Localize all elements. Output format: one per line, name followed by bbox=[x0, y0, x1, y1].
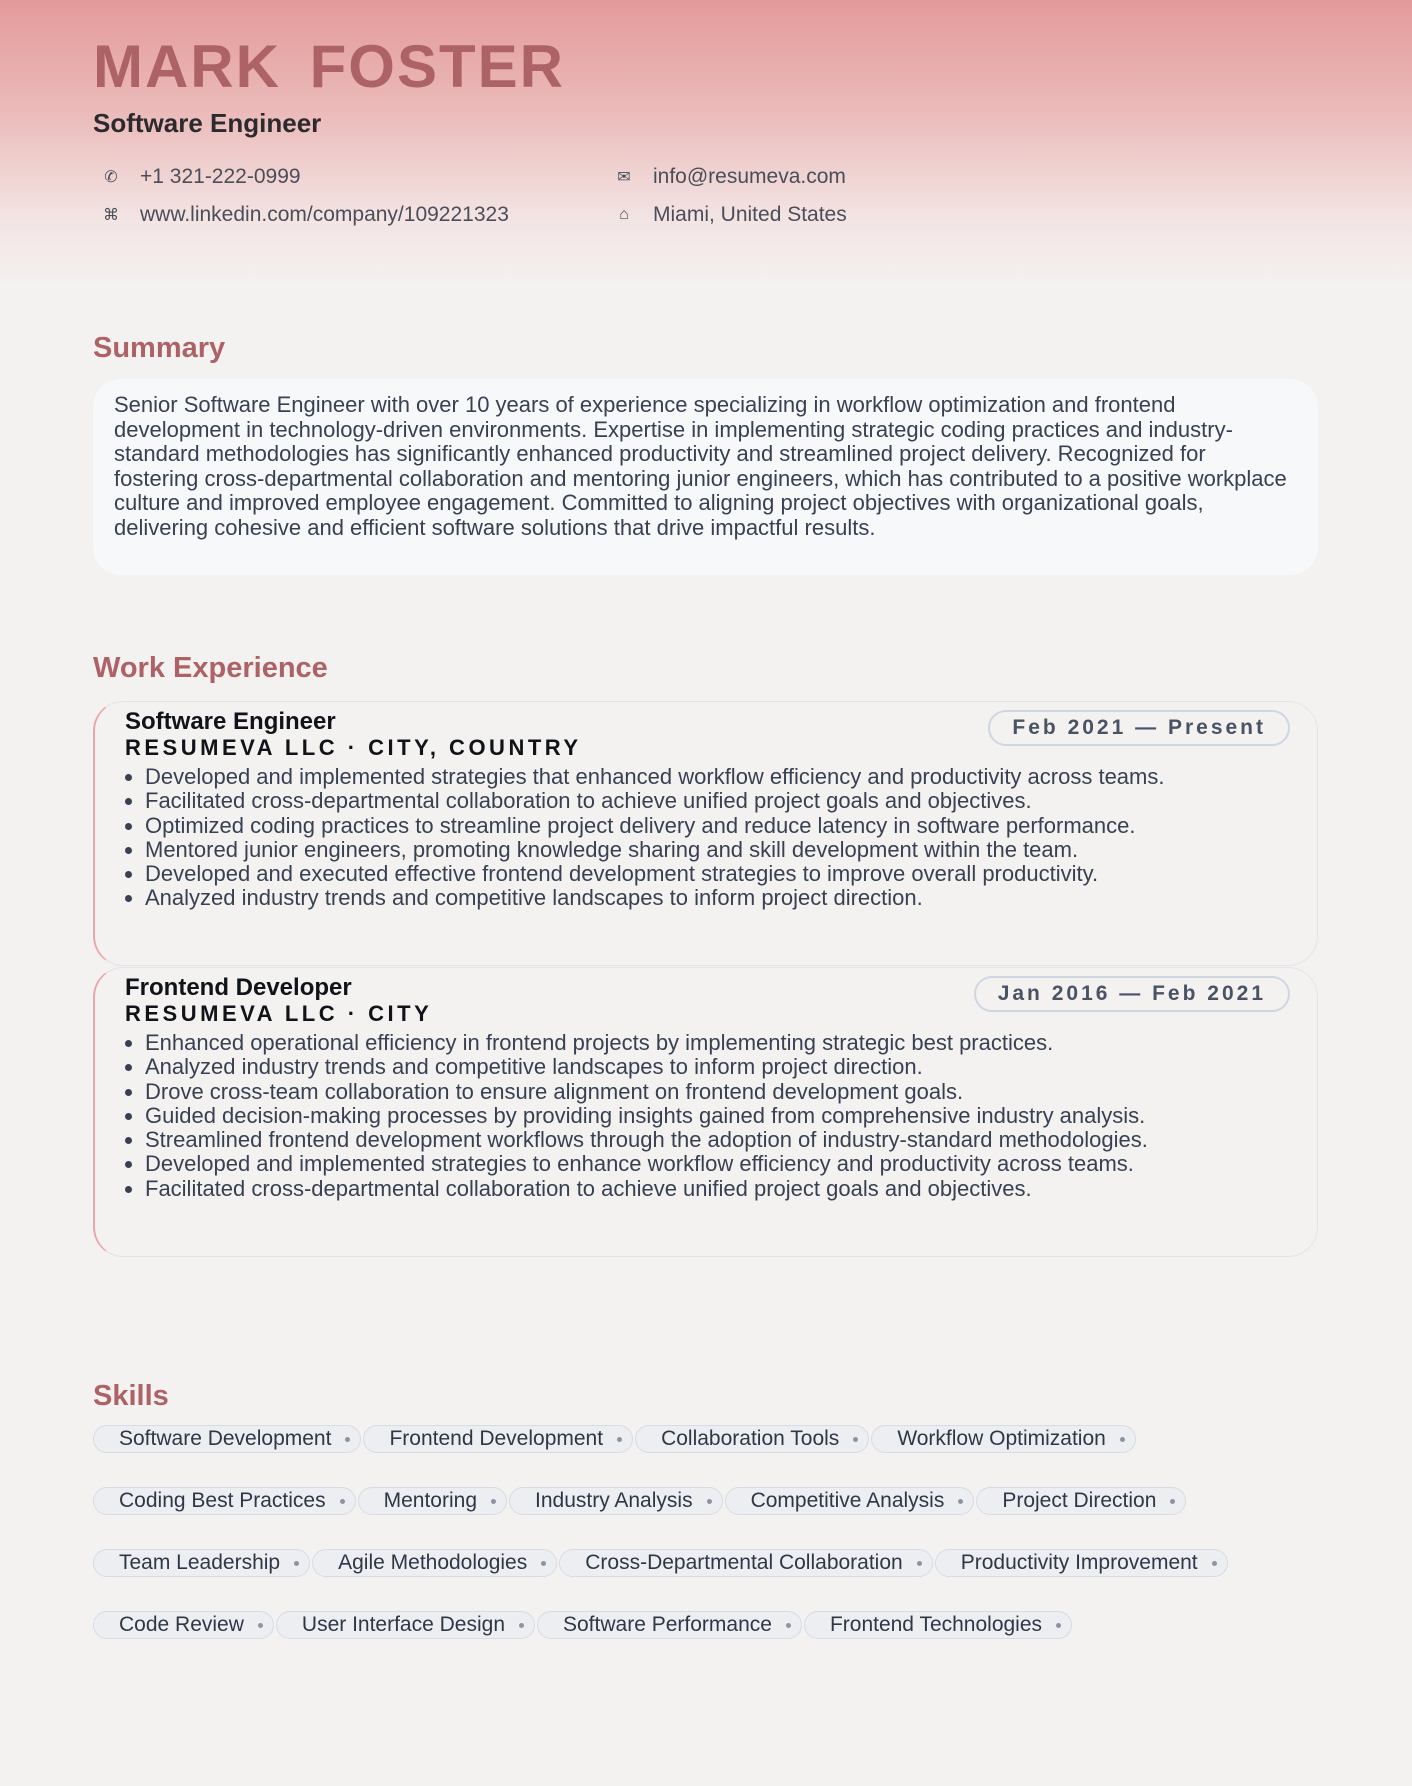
skills-list bbox=[93, 1425, 1333, 1639]
link-icon: ⌘ bbox=[103, 207, 119, 224]
skill-chip: Software Performance bbox=[537, 1611, 802, 1639]
skill-chip: Project Direction bbox=[976, 1487, 1186, 1515]
job-bullet: • Analyzed industry trends and competitive landscapes to inform project direction. bbox=[145, 1055, 1289, 1079]
candidate-title: Software Engineer bbox=[93, 108, 322, 138]
job-entry bbox=[93, 701, 1318, 966]
contact-location bbox=[609, 203, 847, 227]
contact-phone bbox=[96, 165, 301, 189]
job-bullet: • Facilitated cross-departmental collaboration to achieve unified project goals and objectives. bbox=[145, 789, 1289, 813]
job-bullet: • Developed and executed effective frontend development strategies to improve overall productivity. bbox=[145, 862, 1289, 886]
skill-chip: Mentoring bbox=[358, 1487, 507, 1515]
job-role: Software Engineer bbox=[125, 708, 336, 735]
skill-chip: Workflow Optimization bbox=[871, 1425, 1136, 1453]
contact-phone-text: +1 321-222-0999 bbox=[140, 165, 301, 188]
job-entry bbox=[93, 967, 1318, 1257]
contact-linkedin bbox=[96, 203, 509, 227]
skill-chip: Productivity Improvement bbox=[935, 1549, 1228, 1577]
job-bullet: • Streamlined frontend development workflows through the adoption of industry-standard methodologies. bbox=[145, 1128, 1289, 1152]
job-bullet: • Developed and implemented strategies to enhance workflow efficiency and productivity across teams. bbox=[145, 1152, 1289, 1176]
candidate-name: MARK FOSTER bbox=[93, 33, 565, 100]
phone-icon: ✆ bbox=[104, 169, 118, 186]
skill-chip: Code Review bbox=[93, 1611, 274, 1639]
skill-chip: Industry Analysis bbox=[509, 1487, 723, 1515]
contact-email bbox=[609, 165, 846, 189]
job-bullet: • Drove cross-team collaboration to ensure alignment on frontend development goals. bbox=[145, 1080, 1289, 1104]
job-bullet: • Analyzed industry trends and competitive landscapes to inform project direction. bbox=[145, 886, 1289, 910]
summary-text: Senior Software Engineer with over 10 years of experience specializing in workflow optimization and frontend development in technology-driven environments. Expertise in implementing strategic coding practices and industry-standard methodologies has significantly enhanced productivity and streamlined project delivery. Recognized for fostering cross-departmental collaboration and mentoring junior engineers, which has contributed to a positive workplace culture and improved employee engagement. Committed to aligning project objectives with organizational goals, delivering cohesive and efficient software solutions that drive impactful results. bbox=[114, 392, 1287, 540]
skill-chip: Team Leadership bbox=[93, 1549, 310, 1577]
job-bullet: • Mentored junior engineers, promoting knowledge sharing and skill development within the team. bbox=[145, 838, 1289, 862]
job-company: RESUMEVA LLC · CITY, COUNTRY bbox=[125, 735, 582, 760]
job-dates-badge: Jan 2016 — Feb 2021 bbox=[974, 976, 1290, 1012]
home-icon: ⌂ bbox=[619, 206, 629, 223]
skill-chip: Software Development bbox=[93, 1425, 361, 1453]
skill-chip: Agile Methodologies bbox=[312, 1549, 557, 1577]
job-bullet: • Developed and implemented strategies that enhanced workflow efficiency and productivity across teams. bbox=[145, 765, 1289, 789]
skill-chip: Competitive Analysis bbox=[725, 1487, 975, 1515]
job-dates-badge: Feb 2021 — Present bbox=[988, 710, 1290, 746]
skills-heading: Skills bbox=[93, 1380, 169, 1412]
skill-chip: Frontend Technologies bbox=[804, 1611, 1072, 1639]
contact-email-text: info@resumeva.com bbox=[653, 165, 846, 188]
job-bullet: • Enhanced operational efficiency in frontend projects by implementing strategic best practices. bbox=[145, 1031, 1289, 1055]
job-bullets bbox=[125, 765, 1289, 911]
summary-heading: Summary bbox=[93, 332, 226, 364]
skill-chip: Collaboration Tools bbox=[635, 1425, 869, 1453]
summary-box bbox=[93, 379, 1318, 575]
email-icon: ✉ bbox=[617, 169, 631, 186]
skill-chip: User Interface Design bbox=[276, 1611, 535, 1639]
skill-chip: Frontend Development bbox=[363, 1425, 633, 1453]
contact-linkedin-text: www.linkedin.com/company/109221323 bbox=[140, 203, 509, 226]
skill-chip: Cross-Departmental Collaboration bbox=[559, 1549, 932, 1577]
job-bullet: • Optimized coding practices to streamline project delivery and reduce latency in software performance. bbox=[145, 814, 1289, 838]
contact-location-text: Miami, United States bbox=[653, 203, 847, 226]
job-bullet: • Guided decision-making processes by providing insights gained from comprehensive industry analysis. bbox=[145, 1104, 1289, 1128]
job-bullets bbox=[125, 1031, 1289, 1201]
skill-chip: Coding Best Practices bbox=[93, 1487, 356, 1515]
job-bullet: • Facilitated cross-departmental collaboration to achieve unified project goals and objectives. bbox=[145, 1177, 1289, 1201]
work-experience-heading: Work Experience bbox=[93, 652, 328, 684]
job-role: Frontend Developer bbox=[125, 974, 352, 1001]
job-company: RESUMEVA LLC · CITY bbox=[125, 1001, 433, 1026]
